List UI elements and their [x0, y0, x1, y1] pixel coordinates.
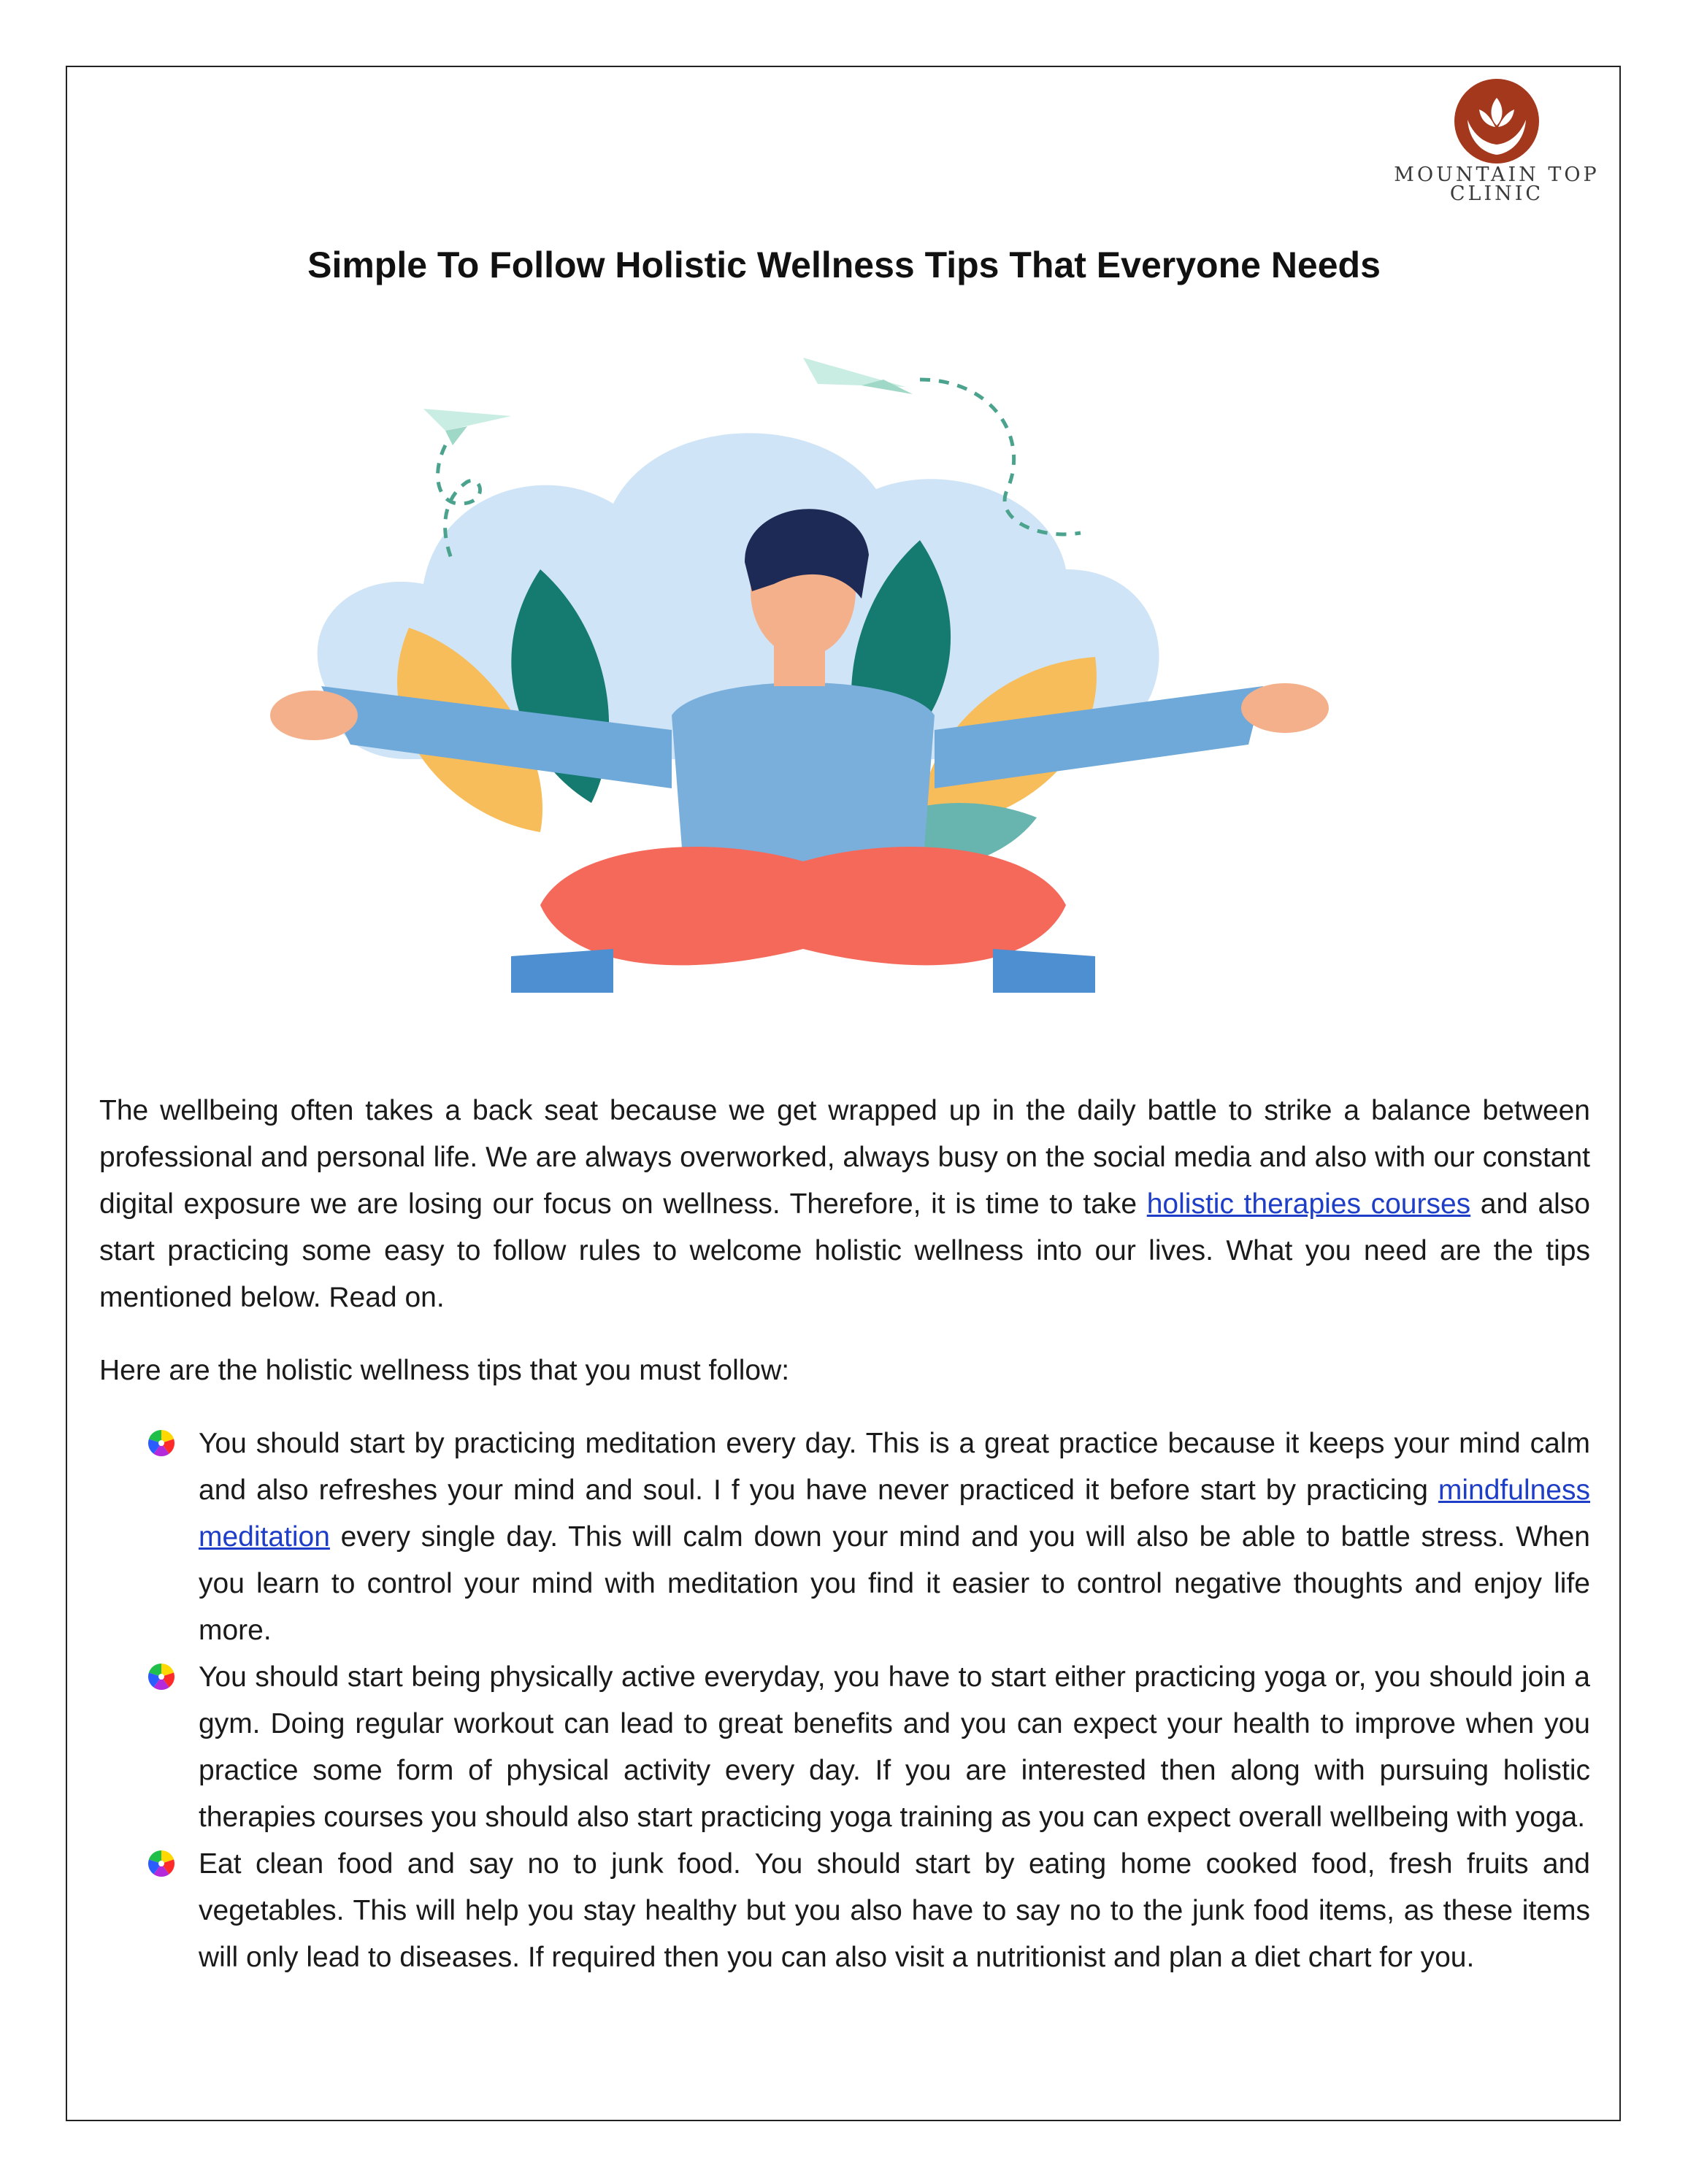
tips-lead-in: Here are the holistic wellness tips that you must follow: — [99, 1355, 790, 1386]
intro-text-start: The wellbeing often takes a back seat because we get wrapped up in the daily battle to strike a balance between professional and personal life. We are always overworked, always busy on the social media and also with our constant digital exposure we are losing our focus on wellness. Therefore, it is time to take — [99, 1095, 1590, 1220]
intro-paragraph — [99, 1088, 1590, 1321]
color-wheel-bullet-icon — [147, 1429, 175, 1457]
tip-3-text: Eat clean food and say no to junk food. You should start by eating home cooked food, fresh fruits and vegetables. This will help you stay healthy but you also have to say no to the junk food items, as these items will only lead to diseases. If required then you can also visit a nutritionist and plan a diet chart for you. — [199, 1848, 1590, 1973]
color-wheel-bullet-icon — [147, 1663, 175, 1691]
clinic-logo[interactable] — [1387, 77, 1614, 205]
document-title: Simple To Follow Holistic Wellness Tips That Everyone Needs — [307, 245, 1381, 285]
logo-name-line2: CLINIC — [1449, 182, 1544, 205]
list-item — [99, 1420, 1590, 1654]
logo-name-line1: MOUNTAIN TOP — [1394, 164, 1600, 186]
list-item — [99, 1841, 1590, 1981]
tip-2-text: You should start being physically active everyday, you have to start either practicing yoga or, you should join a gym. Doing regular workout can lead to great benefits and you can expect your health to improve when you practice some form of physical activity every day. If you are interested then along with pursuing holistic therapies courses you should also start practicing yoga training as you can expect overall wellbeing with yoga. — [199, 1661, 1590, 1833]
tip-1-text-end: every single day. This will calm down your mind and you will also be able to battle stress. When you learn to control your mind with meditation you find it easier to control negative thoughts and enjoy life more. — [199, 1521, 1590, 1646]
meditation-person-illustration-icon — [263, 350, 1343, 1029]
tip-1-text-start: You should start by practicing meditation every day. This is a great practice because it keeps your mind calm and also refreshes your mind and soul. I f you have never practiced it before start by practicing — [199, 1428, 1590, 1506]
color-wheel-bullet-icon — [147, 1850, 175, 1877]
holistic-therapies-courses-link[interactable]: holistic therapies courses — [1146, 1188, 1471, 1220]
lotus-hands-logo-icon — [1446, 77, 1548, 166]
tips-list — [99, 1420, 1590, 1981]
mindfulness-meditation-link[interactable]: mindfulness meditation — [199, 1474, 1590, 1553]
list-item — [99, 1654, 1590, 1841]
meditation-illustration — [263, 350, 1343, 1029]
article-body — [99, 1088, 1590, 1981]
intro-text-end: and also start practicing some easy to follow rules to welcome holistic wellness into our lives. What you need are the tips mentioned below. Read on. — [99, 1188, 1590, 1313]
